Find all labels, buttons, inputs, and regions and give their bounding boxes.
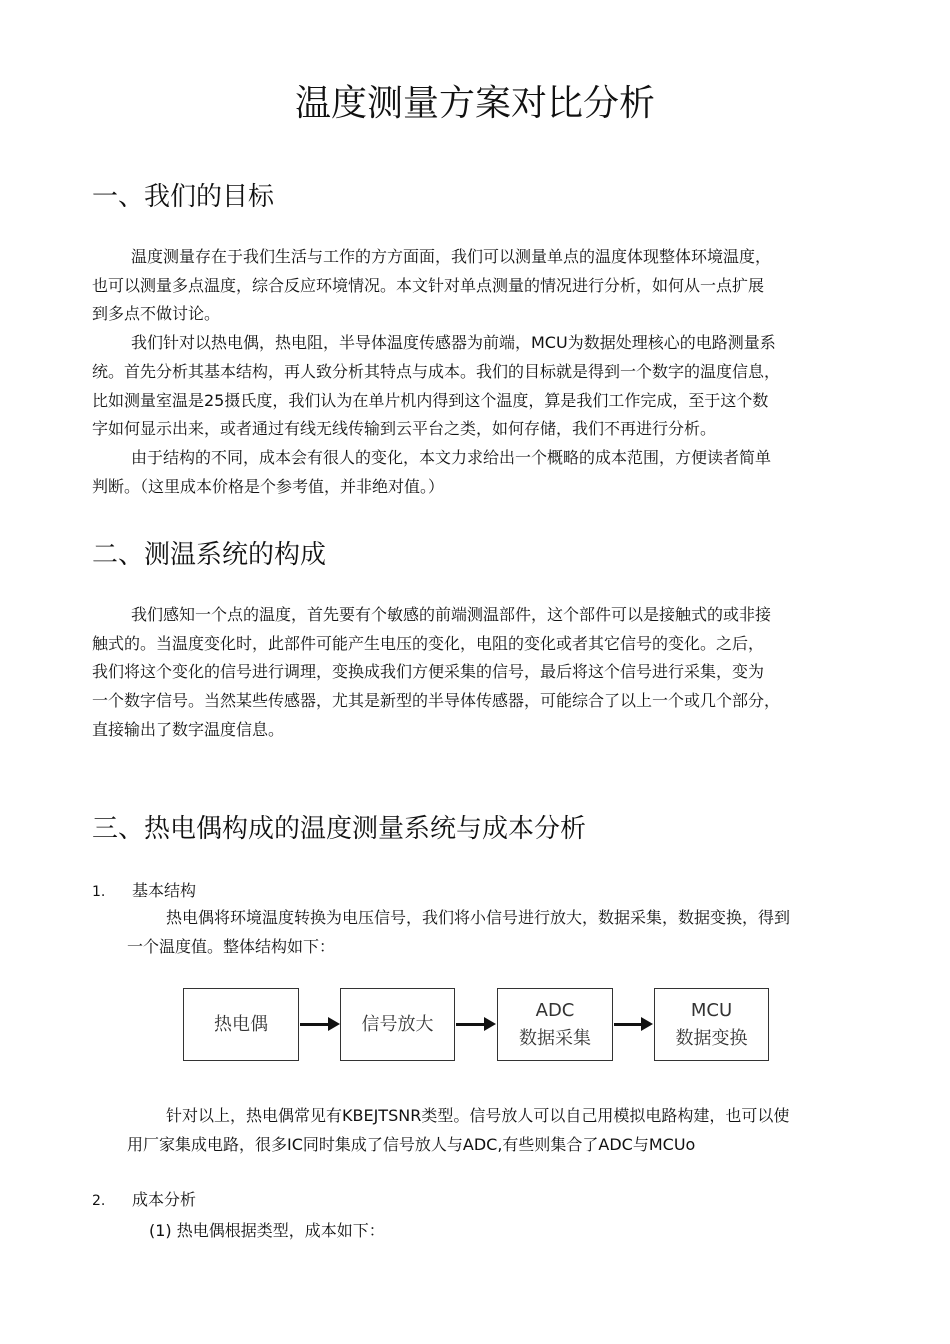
- section1-line: 字如何显示出来，或者通过有线无线传输到云平台之类，如何存储，我们不再进行分析。: [92, 419, 717, 439]
- mcu-box-line2: 数据变换: [675, 1027, 748, 1049]
- section3-heading: 三、热电偶构成的温度测量系统与成本分析: [92, 814, 587, 844]
- item2-label: 成本分析: [132, 1190, 197, 1209]
- item1-label: 基本结构: [132, 881, 197, 900]
- post-diagram-line: 用厂家集成电路，很多IC同时集成了信号放人与ADC,有些则集合了ADC与MCUo: [127, 1134, 696, 1154]
- section1-line: 统。首先分析其基本结构，再人致分析其特点与成本。我们的目标就是得到一个数字的温度信息，: [92, 361, 781, 381]
- item1-line: 热电偶将环境温度转换为电压信号，我们将小信号进行放大，数据采集，数据变换，得到: [166, 908, 791, 927]
- post-diagram-line: 针对以上，热电偶常见有KBEJTSNR类型。信号放人可以自己用模拟电路构建，也可以使: [166, 1106, 790, 1125]
- adc-box: [497, 988, 613, 1061]
- document-title: 温度测量方案对比分析: [294, 83, 655, 124]
- section1-line: 也可以测量多点温度，综合反应环境情况。本文针对单点测量的情况进行分析，如何从一点扩展: [92, 275, 765, 295]
- section1-line: 我们针对以热电偶，热电阻，半导体温度传感器为前端，MCU为数据处理核心的电路测量系: [131, 333, 776, 353]
- amplifier-box: [340, 988, 455, 1061]
- thermocouple-box-label: 热电偶: [214, 1013, 268, 1035]
- item2-number: 2.: [92, 1193, 106, 1209]
- item1-number: 1.: [92, 884, 106, 900]
- section2-line: 触式的。当温度变化时，此部件可能产生电压的变化，电阻的变化或者其它信号的变化。之后，: [92, 633, 765, 653]
- adc-box-line2: 数据采集: [519, 1027, 591, 1049]
- section2-line: 我们将这个变化的信号进行调理，变换成我们方便采集的信号，最后将这个信号进行采集，变为: [92, 662, 765, 682]
- mcu-box: [654, 988, 769, 1061]
- arrow-icon: [456, 1023, 486, 1026]
- section2-line: 一个数字信号。当然某些传感器，尤其是新型的半导体传感器，可能综合了以上一个或几个部分，: [92, 691, 781, 711]
- item1-line: 一个温度值。整体结构如下：: [127, 936, 336, 956]
- section2-heading: 二、测温系统的构成: [92, 540, 327, 570]
- item2-subitem: (1) 热电偶根据类型，成本如下：: [149, 1221, 385, 1240]
- arrow-icon: [614, 1023, 643, 1026]
- section2-line: 直接输出了数字温度信息。: [92, 719, 285, 739]
- amplifier-box-label: 信号放大: [361, 1013, 434, 1035]
- section1-heading: 一、我们的目标: [92, 182, 275, 212]
- thermocouple-box: [183, 988, 299, 1061]
- mcu-box-line1: MCU: [690, 999, 733, 1021]
- section2-line: 我们感知一个点的温度，首先要有个敏感的前端测温部件，这个部件可以是接触式的或非接: [131, 605, 772, 624]
- arrow-icon: [300, 1023, 330, 1026]
- section1-line: 比如测量室温是25摄氏度，我们认为在单片机内得到这个温度，算是我们工作完成，至于这个数: [92, 390, 769, 410]
- section1-line: 到多点不做讨论。: [92, 304, 221, 324]
- section1-line: 判断。（这里成本价格是个参考值，并非绝对值。）: [92, 476, 445, 496]
- adc-box-line1: ADC: [535, 999, 575, 1021]
- section1-line: 由于结构的不同，成本会有很人的变化，本文力求给出一个概略的成本范围，方便读者简单: [131, 447, 772, 467]
- section1-line: 温度测量存在于我们生活与工作的方方面面，我们可以测量单点的温度体现整体环境温度，: [131, 247, 772, 266]
